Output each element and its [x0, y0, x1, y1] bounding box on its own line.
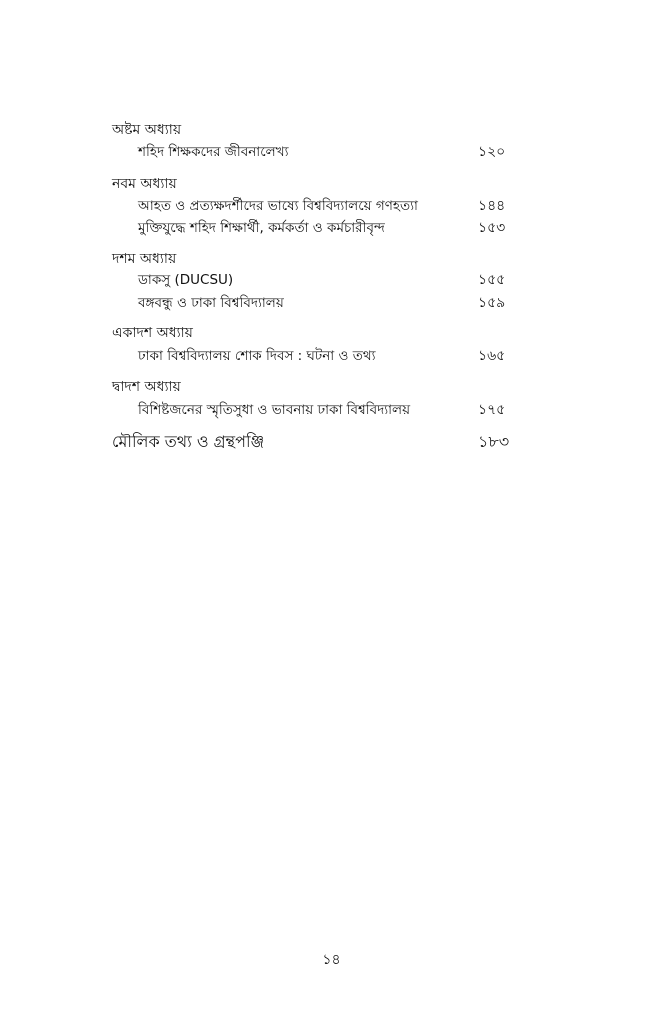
chapter-heading: অষ্টম অধ্যায় — [112, 122, 182, 138]
entry-page-number: ১৫৩ — [478, 220, 506, 236]
chapter-heading: নবম অধ্যায় — [112, 176, 177, 192]
entry-title: শহিদ শিক্ষকদের জীবনালেখ্য — [138, 144, 289, 160]
chapter-heading: দশম অধ্যায় — [112, 251, 177, 267]
entry-page-number: ১৭৫ — [478, 402, 506, 418]
entry-title: ঢাকা বিশ্ববিদ্যালয় শোক দিবস : ঘটনা ও তথ্য — [138, 348, 376, 364]
footer-page-number: ১৪ — [322, 952, 341, 968]
toc-entry — [0, 142, 663, 162]
entry-title: মৌলিক তথ্য ও গ্রন্থপঞ্জি — [112, 432, 265, 451]
entry-page-number: ১৫৫ — [478, 272, 506, 288]
entry-page-number: ১৫৯ — [478, 295, 506, 311]
toc-entry-bibliography — [0, 432, 663, 454]
entry-page-number: ১৮৩ — [478, 432, 510, 451]
toc-entry — [0, 293, 663, 313]
chapter-heading: দ্বাদশ অধ্যায় — [112, 379, 181, 395]
entry-page-number: ১৬৫ — [478, 348, 506, 364]
chapter-heading: একাদশ অধ্যায় — [112, 325, 193, 341]
entry-title: মুক্তিযুদ্ধে শহিদ শিক্ষার্থী, কর্মকর্তা ও কর্মচারীবৃন্দ — [138, 220, 385, 236]
toc-entry — [0, 218, 663, 238]
toc-entry — [0, 400, 663, 420]
toc-entry — [0, 270, 663, 290]
toc-entry — [0, 196, 663, 216]
entry-title: ডাকসু (DUCSU) — [138, 272, 234, 288]
entry-page-number: ১৪৪ — [478, 198, 506, 214]
entry-title: বঙ্গবন্ধু ও ঢাকা বিশ্ববিদ্যালয় — [138, 295, 284, 311]
entry-title: আহত ও প্রত্যক্ষদর্শীদের ভাষ্যে বিশ্ববিদ্যালয়ে গণহত্যা — [138, 198, 418, 214]
entry-page-number: ১২০ — [478, 144, 506, 160]
entry-title: বিশিষ্টজনের স্মৃতিসুধা ও ভাবনায় ঢাকা বিশ্ববিদ্যালয় — [138, 402, 411, 418]
toc-entry — [0, 346, 663, 366]
